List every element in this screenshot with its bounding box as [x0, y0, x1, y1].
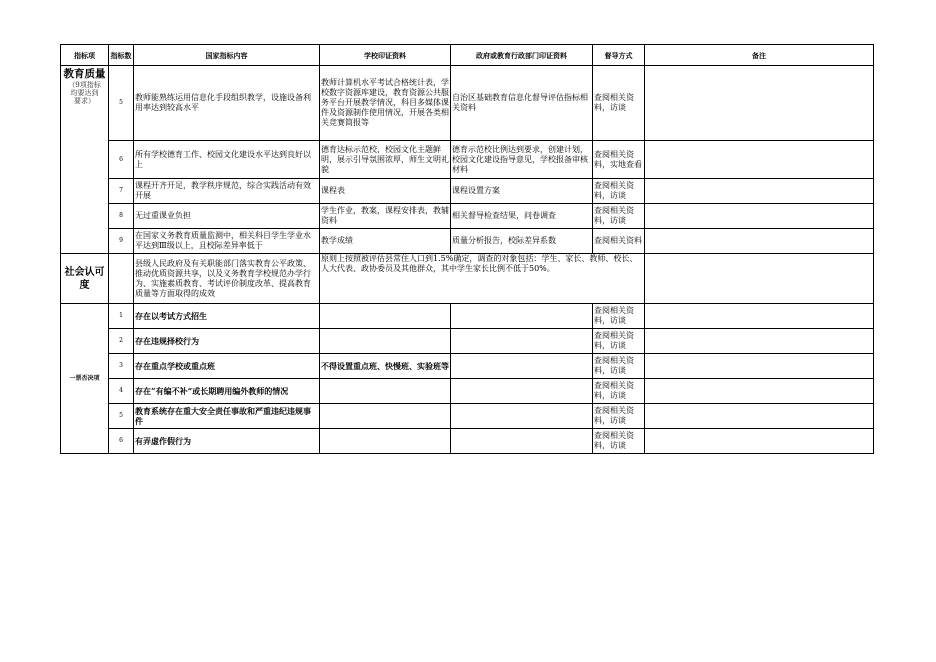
row-number: 5 [109, 404, 134, 429]
gov-evidence [451, 354, 593, 379]
remark-cell [645, 254, 874, 304]
indicator-content: 在国家义务教育质量监测中，相关科目学生学业水平达到Ⅲ级以上，且校际差异率低于 [134, 229, 320, 254]
remark-cell [645, 329, 874, 354]
indicator-content: 县级人民政府及有关职能部门落实教育公平政策、推动优质资源共享，以及义务教育学校规范办学行为、实施素质教育、考试评价制度改革、提高教育质量等方面取得的成效 [134, 254, 320, 304]
table-row [61, 354, 874, 379]
supervision-method: 查阅相关资料，访谈 [593, 179, 645, 204]
supervision-method: 查阅相关资料 [593, 229, 645, 254]
school-evidence [320, 379, 451, 404]
gov-evidence [451, 329, 593, 354]
row-number: 5 [109, 66, 134, 141]
row-number: 6 [109, 141, 134, 179]
indicator-content: 无过重课业负担 [134, 204, 320, 229]
gov-evidence: 相关督导检查结果，问卷调查 [451, 204, 593, 229]
row-number: 2 [109, 329, 134, 354]
quality-note: （9项指标均要达到要求） [68, 81, 101, 105]
school-evidence: 德育达标示范校，校园文化主题鲜明，展示引导氛围浓厚，师生文明礼貌 [320, 141, 451, 179]
header-row [61, 45, 874, 66]
table-row [61, 304, 874, 329]
header-school-evidence: 学校印证资料 [320, 45, 451, 66]
school-evidence: 不得设置重点班、快慢班、实验班等 [320, 354, 451, 379]
table-row [61, 379, 874, 404]
row-number: 4 [109, 379, 134, 404]
indicator-content: 存在违规择校行为 [134, 329, 320, 354]
school-evidence [320, 429, 451, 454]
gov-evidence: 自治区基础教育信息化督导评估指标相关资料 [451, 66, 593, 141]
indicator-content: 有弄虚作假行为 [134, 429, 320, 454]
social-evidence: 原则上按照被评估县常住人口到1.5%确定，调查的对象包括：学生、家长、教师、校长、人大代表、政协委员及其他群众，其中学生家长比例不低于50%。 [320, 254, 645, 304]
supervision-method: 查阅相关资料，访谈 [593, 404, 645, 429]
table-row [61, 179, 874, 204]
table-row [61, 229, 874, 254]
remark-cell [645, 179, 874, 204]
school-evidence: 课程表 [320, 179, 451, 204]
quality-title: 教育质量 [63, 68, 106, 80]
header-gov-evidence: 政府或教育行政部门印证资料 [451, 45, 593, 66]
header-remark: 备注 [645, 45, 874, 66]
school-evidence [320, 304, 451, 329]
school-evidence: 学生作业，教案，课程安排表，教辅资料 [320, 204, 451, 229]
table-row [61, 141, 874, 179]
row-number: 7 [109, 179, 134, 204]
school-evidence: 教学成绩 [320, 229, 451, 254]
supervision-method: 查阅相关资料，访谈 [593, 429, 645, 454]
header-content: 国家指标内容 [134, 45, 320, 66]
header-count: 指标数 [109, 45, 134, 66]
supervision-method: 查阅相关资料，访谈 [593, 66, 645, 141]
table-row [61, 404, 874, 429]
gov-evidence [451, 429, 593, 454]
remark-cell [645, 141, 874, 179]
table-row [61, 329, 874, 354]
supervision-method: 查阅相关资料，实地查看 [593, 141, 645, 179]
row-number: 8 [109, 204, 134, 229]
gov-evidence [451, 404, 593, 429]
row-number [109, 254, 134, 304]
supervision-method: 查阅相关资料，访谈 [593, 329, 645, 354]
indicator-content: 存在以考试方式招生 [134, 304, 320, 329]
school-evidence [320, 404, 451, 429]
remark-cell [645, 304, 874, 329]
evaluation-table [60, 44, 874, 454]
remark-cell [645, 404, 874, 429]
row-number: 9 [109, 229, 134, 254]
gov-evidence [451, 379, 593, 404]
indicator-content: 存在“有编不补”或长期聘用编外教师的情况 [134, 379, 320, 404]
header-item: 指标项 [61, 45, 109, 66]
remark-cell [645, 379, 874, 404]
gov-evidence: 课程设置方案 [451, 179, 593, 204]
table-row [61, 204, 874, 229]
row-number: 3 [109, 354, 134, 379]
supervision-method: 查阅相关资料，访谈 [593, 304, 645, 329]
indicator-content: 存在重点学校或重点班 [134, 354, 320, 379]
row-number: 6 [109, 429, 134, 454]
remark-cell [645, 354, 874, 379]
table-row [61, 429, 874, 454]
indicator-content: 教育系统存在重大安全责任事故和严重违纪违规事件 [134, 404, 320, 429]
social-category: 社会认可度 [61, 254, 109, 304]
indicator-content: 教师能熟练运用信息化手段组织教学，设施设备利用率达到较高水平 [134, 66, 320, 141]
table-row [61, 254, 874, 304]
indicator-content: 所有学校德育工作、校园文化建设水平达到良好以上 [134, 141, 320, 179]
indicator-content: 课程开齐开足，教学秩序规范，综合实践活动有效开展 [134, 179, 320, 204]
remark-cell [645, 204, 874, 229]
row-number: 1 [109, 304, 134, 329]
gov-evidence [451, 304, 593, 329]
supervision-method: 查阅相关资料，访谈 [593, 354, 645, 379]
school-evidence: 教师计算机水平考试合格统计表，学校数字资源库建设，教育资源公共服务平台开展教学情况，科目多媒体课件及资源制作使用情况，开展各类相关竞赛简报等 [320, 66, 451, 141]
table-row [61, 66, 874, 141]
remark-cell [645, 66, 874, 141]
veto-category: 一票否决项 [61, 304, 109, 454]
remark-cell [645, 429, 874, 454]
supervision-method: 查阅相关资料，访谈 [593, 204, 645, 229]
school-evidence [320, 329, 451, 354]
supervision-method: 查阅相关资料，访谈 [593, 379, 645, 404]
header-method: 督导方式 [593, 45, 645, 66]
gov-evidence: 德育示范校比例达到要求，创建计划，校园文化建设指导意见，学校报备审核材料 [451, 141, 593, 179]
remark-cell [645, 229, 874, 254]
gov-evidence: 质量分析报告，校际差异系数 [451, 229, 593, 254]
quality-category [61, 66, 109, 254]
